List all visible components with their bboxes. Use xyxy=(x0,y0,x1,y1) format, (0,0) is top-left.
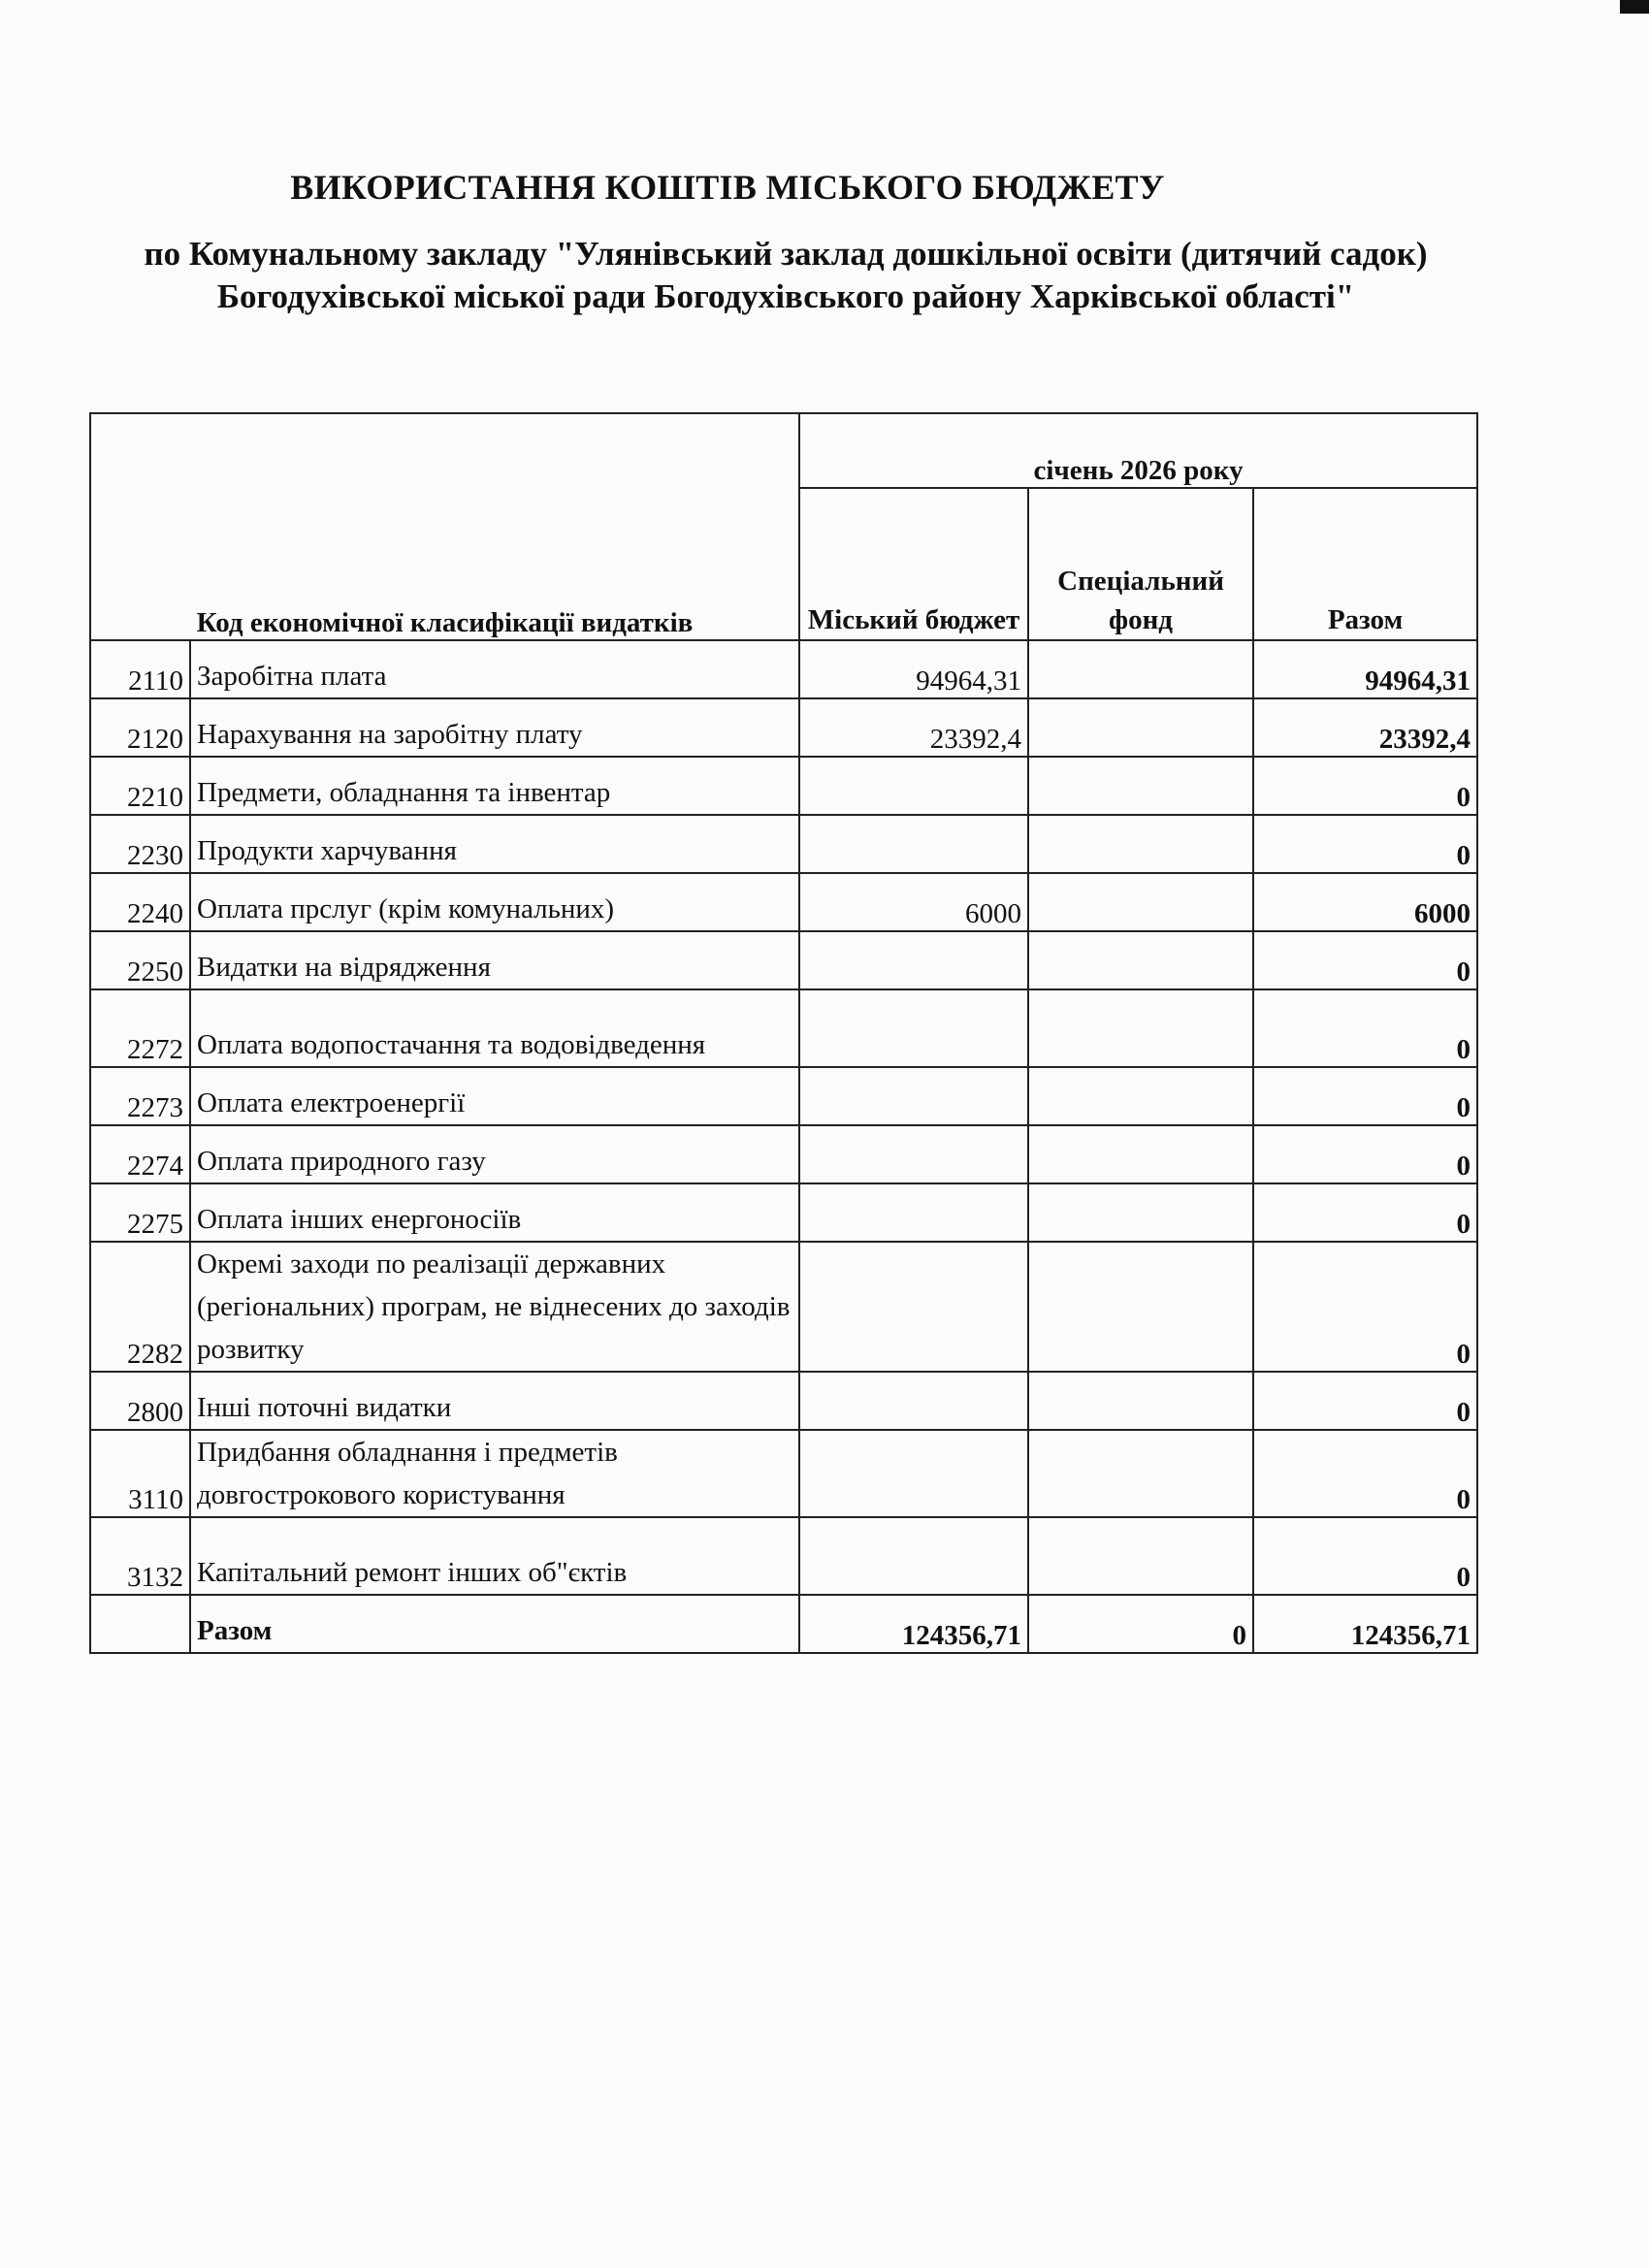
row-code: 2250 xyxy=(90,931,190,989)
row-city-budget xyxy=(799,1242,1028,1372)
row-city-budget xyxy=(799,1183,1028,1242)
row-special-fund xyxy=(1028,1430,1253,1517)
row-name: Оплата природного газу xyxy=(190,1125,799,1183)
row-city-budget: 6000 xyxy=(799,873,1028,931)
table-row xyxy=(90,640,1477,698)
row-special-fund xyxy=(1028,1125,1253,1183)
row-name: Предмети, обладнання та інвентар xyxy=(190,757,799,815)
row-name: Продукти харчування xyxy=(190,815,799,873)
row-special-fund xyxy=(1028,1183,1253,1242)
row-name: Оплата прслуг (крім комунальних) xyxy=(190,873,799,931)
row-special-fund xyxy=(1028,1242,1253,1372)
row-total: 0 xyxy=(1253,1372,1477,1430)
document-title: ВИКОРИСТАННЯ КОШТІВ МІСЬКОГО БЮДЖЕТУ xyxy=(290,168,1165,207)
row-special-fund xyxy=(1028,931,1253,989)
table-row xyxy=(90,1125,1477,1183)
row-name: Окремі заходи по реалізації державних (регіональних) програм, не віднесених до заходів розвитку xyxy=(190,1242,799,1372)
row-total: 94964,31 xyxy=(1253,640,1477,698)
row-code: 2800 xyxy=(90,1372,190,1430)
row-city-budget: 23392,4 xyxy=(799,698,1028,757)
header-code-classification: Код економічної класифікації видатків xyxy=(90,413,799,640)
table-row xyxy=(90,1517,1477,1595)
row-name: Заробітна плата xyxy=(190,640,799,698)
row-total: 0 xyxy=(1253,989,1477,1067)
row-special-fund xyxy=(1028,815,1253,873)
row-city-budget xyxy=(799,1430,1028,1517)
row-total: 0 xyxy=(1253,1183,1477,1242)
row-total: 0 xyxy=(1253,1430,1477,1517)
sum-row xyxy=(90,1595,1477,1653)
row-total: 23392,4 xyxy=(1253,698,1477,757)
sum-code xyxy=(90,1595,190,1653)
row-total: 0 xyxy=(1253,757,1477,815)
row-city-budget xyxy=(799,815,1028,873)
row-code: 2282 xyxy=(90,1242,190,1372)
table-row xyxy=(90,1372,1477,1430)
row-total: 0 xyxy=(1253,1125,1477,1183)
row-code: 2120 xyxy=(90,698,190,757)
row-name: Видатки на відрядження xyxy=(190,931,799,989)
row-code: 3132 xyxy=(90,1517,190,1595)
row-special-fund xyxy=(1028,989,1253,1067)
row-name: Оплата водопостачання та водовідведення xyxy=(190,989,799,1067)
row-city-budget xyxy=(799,1067,1028,1125)
row-total: 0 xyxy=(1253,1242,1477,1372)
row-special-fund xyxy=(1028,1517,1253,1595)
row-code: 2240 xyxy=(90,873,190,931)
row-code: 2274 xyxy=(90,1125,190,1183)
row-total: 0 xyxy=(1253,931,1477,989)
table-row xyxy=(90,1242,1477,1372)
table-row xyxy=(90,698,1477,757)
row-total: 6000 xyxy=(1253,873,1477,931)
table-row xyxy=(90,873,1477,931)
header-special-fund: Спеціальний фонд xyxy=(1028,488,1253,640)
table-row xyxy=(90,931,1477,989)
sum-total: 124356,71 xyxy=(1253,1595,1477,1653)
row-code: 2275 xyxy=(90,1183,190,1242)
row-city-budget xyxy=(799,1372,1028,1430)
sum-city-budget: 124356,71 xyxy=(799,1595,1028,1653)
row-city-budget xyxy=(799,989,1028,1067)
table-body xyxy=(90,640,1477,1653)
row-name: Нарахування на заробітну плату xyxy=(190,698,799,757)
row-code: 2230 xyxy=(90,815,190,873)
row-name: Інші поточні видатки xyxy=(190,1372,799,1430)
table-row xyxy=(90,1067,1477,1125)
row-code: 2210 xyxy=(90,757,190,815)
table-row xyxy=(90,815,1477,873)
budget-table xyxy=(89,412,1478,1654)
row-name: Оплата інших енергоносіїв xyxy=(190,1183,799,1242)
sum-label: Разом xyxy=(190,1595,799,1653)
scan-corner-mark xyxy=(1620,0,1649,14)
header-city-budget: Міський бюджет xyxy=(799,488,1028,640)
row-name: Придбання обладнання і предметів довгострокового користування xyxy=(190,1430,799,1517)
row-code: 2273 xyxy=(90,1067,190,1125)
document-subtitle: по Комунальному закладу "Улянівський заклад дошкільної освіти (дитячий садок) Богодухівської міської ради Богодухівського району Харківської області" xyxy=(144,235,1428,315)
row-code: 3110 xyxy=(90,1430,190,1517)
row-total: 0 xyxy=(1253,815,1477,873)
table-row xyxy=(90,989,1477,1067)
header-total: Разом xyxy=(1253,488,1477,640)
row-city-budget xyxy=(799,1517,1028,1595)
row-code: 2110 xyxy=(90,640,190,698)
row-special-fund xyxy=(1028,873,1253,931)
row-city-budget xyxy=(799,931,1028,989)
row-special-fund xyxy=(1028,757,1253,815)
row-name: Оплата електроенергії xyxy=(190,1067,799,1125)
row-name: Капітальний ремонт інших об"єктів xyxy=(190,1517,799,1595)
row-code: 2272 xyxy=(90,989,190,1067)
table-row xyxy=(90,1430,1477,1517)
row-total: 0 xyxy=(1253,1517,1477,1595)
row-special-fund xyxy=(1028,1067,1253,1125)
row-special-fund xyxy=(1028,698,1253,757)
header-period: січень 2026 року xyxy=(799,413,1477,488)
row-city-budget: 94964,31 xyxy=(799,640,1028,698)
row-total: 0 xyxy=(1253,1067,1477,1125)
table-row xyxy=(90,1183,1477,1242)
row-special-fund xyxy=(1028,640,1253,698)
sum-special-fund: 0 xyxy=(1028,1595,1253,1653)
row-special-fund xyxy=(1028,1372,1253,1430)
row-city-budget xyxy=(799,757,1028,815)
table-row xyxy=(90,757,1477,815)
row-city-budget xyxy=(799,1125,1028,1183)
